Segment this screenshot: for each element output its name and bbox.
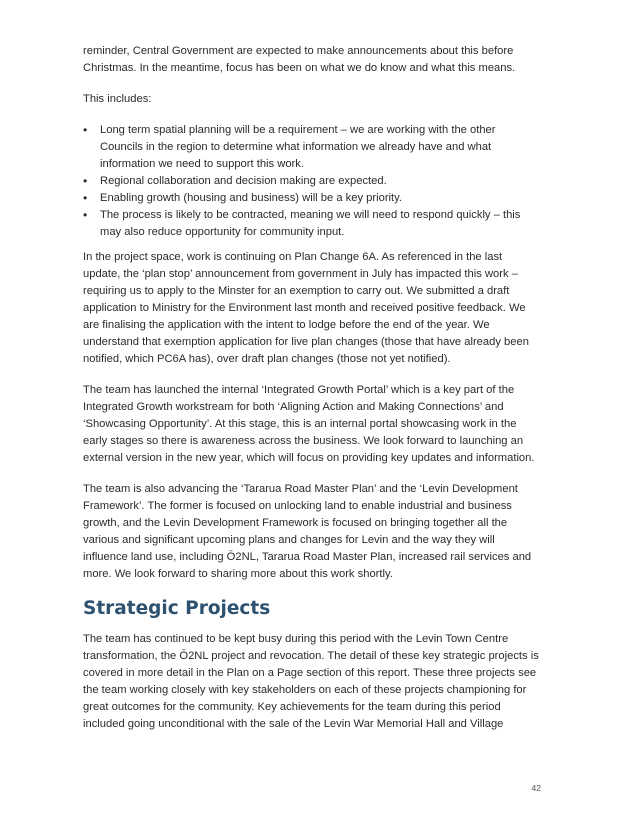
- paragraph-intro: reminder, Central Government are expected to make announcements about this before Christmas. In the meantime, focus has been on what we do know and what this means.: [83, 45, 516, 74]
- section-heading: Strategic Projects: [83, 598, 271, 619]
- list-item: • Regional collaboration and decision making are expected.: [100, 173, 541, 190]
- list-item: • The process is likely to be contracted, meaning we will need to respond quickly – this may also reduce opportunity for community input.: [100, 207, 541, 241]
- paragraph-master-plan: The team is also advancing the ‘Tararua Road Master Plan’ and the ‘Levin Development Framework’. The former is focused on unlocking land to enable industrial and business growth, and the Levin Development Framework is focused on bringing together all the various and significant upcoming plans and changes for Levin and the way they will influence land use, including Ō2NL, Tararua Road Master Plan, increased rail services and more. We look forward to sharing more about this work shortly.: [83, 483, 532, 580]
- list-item: • Long term spatial planning will be a requirement – we are working with the other Councils in the region to determine what information we already have and what information we need to support this work.: [100, 122, 541, 173]
- page-number: 42: [531, 783, 541, 793]
- paragraph-plan-change: In the project space, work is continuing on Plan Change 6A. As referenced in the last update, the ‘plan stop’ announcement from government in July has impacted this work – requiring us to apply to the Minster for an exemption to carry out. We submitted a draft application to Ministry for the Environment last month and received positive feedback. We are finalising the application with the intent to lodge before the end of the year. We understand that exemption application for live plan changes (those that have already been notified, which PC6A has), over draft plan changes (those not yet notified).: [83, 251, 529, 365]
- bullet-list: [83, 122, 541, 241]
- document-body: [83, 43, 541, 747]
- paragraph-strategic-projects: The team has continued to be kept busy during this period with the Levin Town Centre transformation, the Ō2NL project and revocation. The detail of these key strategic projects is covered in more detail in the Plan on a Page section of this report. These three projects see the team working closely with key stakeholders on each of these projects championing for great outcomes for the community. Key achievements for the team during this period included going unconditional with the sale of the Levin War Memorial Hall and Village: [83, 633, 539, 730]
- paragraph-includes: This includes:: [83, 93, 152, 105]
- paragraph-growth-portal: The team has launched the internal ‘Integrated Growth Portal’ which is a key part of the Integrated Growth workstream for both ‘Aligning Action and Making Connections’ and ‘Showcasing Opportunity’. At this stage, this is an internal portal showcasing work in the early stages so there is awareness across the business. We look forward to launching an external version in the new year, which will focus on providing key updates and information.: [83, 384, 535, 464]
- list-item: • Enabling growth (housing and business) will be a key priority.: [100, 190, 541, 207]
